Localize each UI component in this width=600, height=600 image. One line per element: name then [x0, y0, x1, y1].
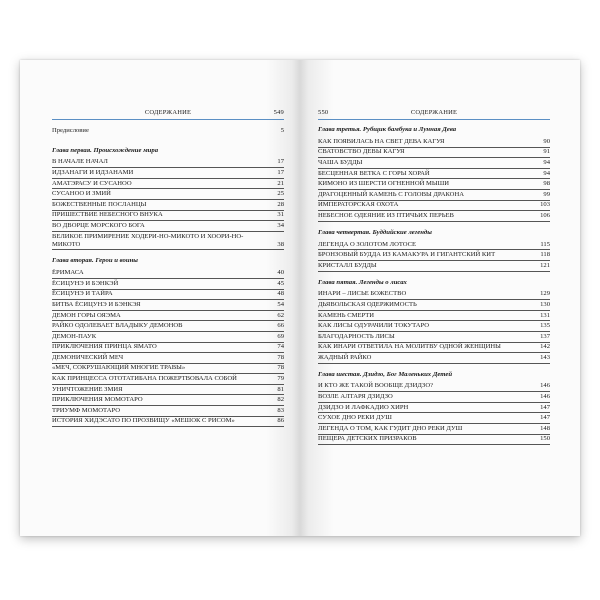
entry-title: ДРАГОЦЕННЫЙ КАМЕНЬ С ГОЛОВЫ ДРАКОНА — [318, 190, 464, 198]
entry-page: 146 — [540, 393, 550, 401]
entry-page: 135 — [540, 322, 550, 330]
right-page-header — [318, 107, 550, 120]
entry-title: АМАТЭРАСУ И СУСАНОО — [52, 179, 132, 187]
toc-entry — [318, 148, 550, 159]
toc-entry — [52, 364, 284, 375]
entry-page: 45 — [277, 279, 284, 287]
entry-title: И КТО ЖЕ ТАКОЙ ВООБЩЕ ДЗИДЗО? — [318, 382, 434, 390]
toc-entry — [318, 179, 550, 190]
toc-entry — [52, 200, 284, 211]
toc-entry — [318, 201, 550, 212]
toc-entry — [52, 221, 284, 232]
toc-entry — [52, 332, 284, 343]
toc-entry — [318, 403, 550, 414]
entry-title: ЛЕГЕНДА О ЗОЛОТОМ ЛОТОСЕ — [318, 240, 417, 248]
entry-title: ТРИУМФ МОМОТАРО — [52, 406, 120, 414]
toc-entry — [52, 374, 284, 385]
toc-entry-preface — [52, 126, 284, 136]
entry-page: 38 — [277, 240, 284, 248]
entry-page: 146 — [540, 382, 550, 390]
toc-entry — [318, 158, 550, 169]
entry-page: 115 — [540, 240, 550, 248]
entry-title: СВАТОВСТВО ДЕВЫ КАГУЯ — [318, 148, 405, 156]
entry-page: 78 — [277, 364, 284, 372]
entry-title: БЕСЦЕННАЯ ВЕТКА С ГОРЫ ХОРАЙ — [318, 169, 430, 177]
entry-page: 62 — [277, 311, 284, 319]
entry-title: ДЕМОН ГОРЫ ОЯЭМА — [52, 311, 121, 319]
right-toc — [318, 126, 550, 445]
entry-page: 48 — [277, 290, 284, 298]
entry-page: 106 — [540, 211, 550, 219]
entry-page: 82 — [277, 396, 284, 404]
entry-page: 142 — [540, 343, 550, 351]
left-page — [20, 60, 300, 536]
entry-title: КИМОНО ИЗ ШЕРСТИ ОГНЕННОЙ МЫШИ — [318, 180, 450, 188]
entry-title: ДЕМОН-ПАУК — [52, 332, 97, 340]
entry-page: 54 — [277, 300, 284, 308]
entry-title: ЁСИЦУНЭ И БЭНКЭЙ — [52, 279, 119, 287]
running-title: СОДЕРЖАНИЕ — [144, 109, 192, 116]
entry-page: 74 — [277, 343, 284, 351]
toc-entry — [52, 290, 284, 301]
chapter-heading: Глава первая. Происхождение мира — [52, 146, 159, 154]
toc-entry — [318, 392, 550, 403]
toc-entry — [52, 385, 284, 396]
entry-title: БИТВА ЁСИЦУНЭ И БЭНКЭЯ — [52, 300, 141, 308]
toc-entry — [318, 413, 550, 424]
entry-page: 69 — [277, 332, 284, 340]
entry-title: БЛАГОДАРНОСТЬ ЛИСЫ — [318, 332, 395, 340]
toc-entry — [318, 137, 550, 148]
entry-title: ДЬЯВОЛЬСКАЯ ОДЕРЖИМОСТЬ — [318, 300, 417, 308]
toc-entry — [318, 332, 550, 343]
toc-entry — [318, 250, 550, 261]
entry-title: ПЕЩЕРА ДЕТСКИХ ПРИЗРАКОВ — [318, 435, 417, 443]
left-toc — [52, 126, 284, 427]
entry-page: 143 — [540, 353, 550, 361]
toc-entry — [52, 417, 284, 428]
toc-entry — [318, 240, 550, 251]
entry-title: ПРИКЛЮЧЕНИЯ МОМОТАРО — [52, 396, 143, 404]
entry-title: ВОЗЛЕ АЛТАРЯ ДЗИДЗО — [318, 393, 393, 401]
toc-entry — [318, 211, 550, 222]
toc-entry — [318, 382, 550, 393]
toc-entry — [318, 435, 550, 446]
page-number: 550 — [318, 109, 329, 116]
entry-title: БРОНЗОВЫЙ БУДДА ИЗ КАМАКУРА И ГИГАНТСКИЙ КИТ — [318, 251, 496, 259]
entry-page: 78 — [277, 353, 284, 361]
toc-entry — [52, 211, 284, 222]
toc-entry — [52, 311, 284, 322]
entry-title: УНИЧТОЖЕНИЕ ЗМИЯ — [52, 385, 123, 393]
entry-page: 17 — [277, 168, 284, 176]
entry-page: 99 — [543, 190, 550, 198]
toc-entry — [52, 353, 284, 364]
entry-title: ИСТОРИЯ ХИДЭСАТО ПО ПРОЗВИЩУ «МЕШОК С РИСОМ» — [52, 417, 235, 425]
page-number: 549 — [273, 109, 284, 116]
entry-page: 91 — [543, 148, 550, 156]
entry-page: 34 — [277, 221, 284, 229]
entry-page: 31 — [277, 211, 284, 219]
entry-page: 86 — [277, 417, 284, 425]
entry-page: 147 — [540, 414, 550, 422]
entry-page: 90 — [543, 137, 550, 145]
entry-title: КРИСТАЛЛ БУДДЫ — [318, 261, 377, 269]
toc-entry — [52, 189, 284, 200]
toc-entry — [318, 321, 550, 332]
entry-page: 94 — [543, 169, 550, 177]
toc-entry — [318, 290, 550, 301]
entry-title: КАК ИНАРИ ОТВЕТИЛА НА МОЛИТВУ ОДНОЙ ЖЕНЩИНЫ — [318, 343, 501, 351]
toc-entry — [318, 424, 550, 435]
entry-page: 118 — [540, 251, 550, 259]
entry-title: ПРИКЛЮЧЕНИЯ ПРИНЦА ЯМАТО — [52, 343, 157, 351]
entry-title: СУХОЕ ДНО РЕКИ ДУШ — [318, 414, 392, 422]
entry-page: 103 — [540, 201, 550, 209]
entry-title: Предисловие — [52, 126, 89, 134]
right-page — [300, 60, 580, 536]
entry-page: 148 — [540, 424, 550, 432]
entry-page: 28 — [277, 200, 284, 208]
toc-entry — [318, 190, 550, 201]
entry-page: 130 — [540, 300, 550, 308]
toc-entry — [52, 406, 284, 417]
entry-page: 147 — [540, 403, 550, 411]
entry-title: КАК ПОЯВИЛАСЬ НА СВЕТ ДЕВА КАГУЯ — [318, 137, 445, 145]
entry-title: В НАЧАЛЕ НАЧАЛ — [52, 158, 108, 166]
entry-title: ВЕЛИКОЕ ПРИМИРЕНИЕ ХОДЕРИ-НО-МИКОТО И ХООРИ-НО-МИКОТО — [52, 232, 244, 248]
entry-page: 5 — [280, 126, 284, 134]
toc-entry — [318, 343, 550, 354]
entry-page: 94 — [543, 158, 550, 166]
entry-title: РАЙКО ОДОЛЕВАЕТ ВЛАДЫКУ ДЕМОНОВ — [52, 322, 183, 330]
entry-title: ИМПЕРАТОРСКАЯ ОХОТА — [318, 201, 399, 209]
toc-entry — [52, 179, 284, 190]
toc-entry — [318, 353, 550, 364]
entry-title: ВО ДВОРЦЕ МОРСКОГО БОГА — [52, 221, 145, 229]
left-page-header — [52, 107, 284, 120]
entry-title: БОЖЕСТВЕННЫЕ ПОСЛАНЦЫ — [52, 200, 147, 208]
chapter-heading: Глава третья. Рубщик бамбука и Лунная Дева — [318, 126, 457, 133]
entry-page: 66 — [277, 322, 284, 330]
entry-title: ПРИШЕСТВИЕ НЕБЕСНОГО ВНУКА — [52, 211, 163, 219]
entry-page: 129 — [540, 290, 550, 298]
entry-title: «МЕЧ, СОКРУШАЮЩИЙ МНОГИЕ ТРАВЫ» — [52, 364, 186, 372]
toc-entry — [318, 261, 550, 272]
entry-title: ДЕМОНИЧЕСКИЙ МЕЧ — [52, 353, 124, 361]
toc-entry — [52, 158, 284, 169]
toc-entry — [318, 300, 550, 311]
toc-entry — [52, 395, 284, 406]
entry-title: СУСАНОО И ЗМИЙ — [52, 190, 111, 198]
entry-title: ЖАДНЫЙ РАЙКО — [318, 353, 372, 361]
entry-page: 79 — [277, 375, 284, 383]
entry-title: ИДЗАНАГИ И ИДЗАНАМИ — [52, 168, 134, 176]
entry-page: 137 — [540, 332, 550, 340]
toc-entry — [52, 168, 284, 179]
entry-page: 81 — [277, 385, 284, 393]
toc-entry — [318, 169, 550, 180]
toc-entry — [52, 279, 284, 290]
entry-page: 25 — [277, 190, 284, 198]
toc-entry — [52, 232, 284, 251]
entry-page: 83 — [277, 406, 284, 414]
entry-title: ЁСИЦУНЭ И ТАЙРА — [52, 290, 113, 298]
entry-title: КАК ЛИСЫ ОДУРАЧИЛИ ТОКУТАРО — [318, 322, 430, 330]
toc-entry — [318, 311, 550, 322]
chapter-heading: Глава четвертая. Буддийские легенды — [318, 228, 432, 236]
toc-entry — [52, 300, 284, 311]
running-title: СОДЕРЖАНИЕ — [410, 109, 458, 116]
entry-page: 150 — [540, 435, 550, 443]
chapter-heading: Глава шестая. Дзидзо, Бог Маленьких Детей — [318, 370, 453, 378]
entry-title: ИНАРИ – ЛИСЬЕ БОЖЕСТВО — [318, 290, 407, 298]
toc-entry — [52, 343, 284, 354]
entry-page: 21 — [277, 179, 284, 187]
chapter-heading: Глава пятая. Легенды о лисах — [318, 278, 407, 286]
entry-page: 98 — [543, 180, 550, 188]
entry-title: КАМЕНЬ СМЕРТИ — [318, 311, 375, 319]
toc-entry — [52, 268, 284, 279]
chapter-heading: Глава вторая. Герои и воины — [52, 257, 138, 265]
entry-page: 121 — [540, 261, 550, 269]
toc-entry — [52, 321, 284, 332]
entry-title: КАК ПРИНЦЕССА ОТОТАТИБАНА ПОЖЕРТВОВАЛА СОБОЙ — [52, 375, 237, 383]
entry-title: ЧАША БУДДЫ — [318, 158, 363, 166]
entry-title: ДЗИДЗО И ЛАФКАДИО ХИРН — [318, 403, 409, 411]
entry-page: 40 — [277, 269, 284, 277]
entry-page: 131 — [540, 311, 550, 319]
entry-title: ЛЕГЕНДА О ТОМ, КАК ГУДИТ ДНО РЕКИ ДУШ — [318, 424, 463, 432]
book-spread — [20, 60, 580, 536]
entry-page: 17 — [277, 158, 284, 166]
entry-title: ЁРИМАСА — [52, 269, 84, 277]
entry-title: НЕБЕСНОЕ ОДЕЯНИЕ ИЗ ПТИЧЬИХ ПЕРЬЕВ — [318, 211, 454, 219]
